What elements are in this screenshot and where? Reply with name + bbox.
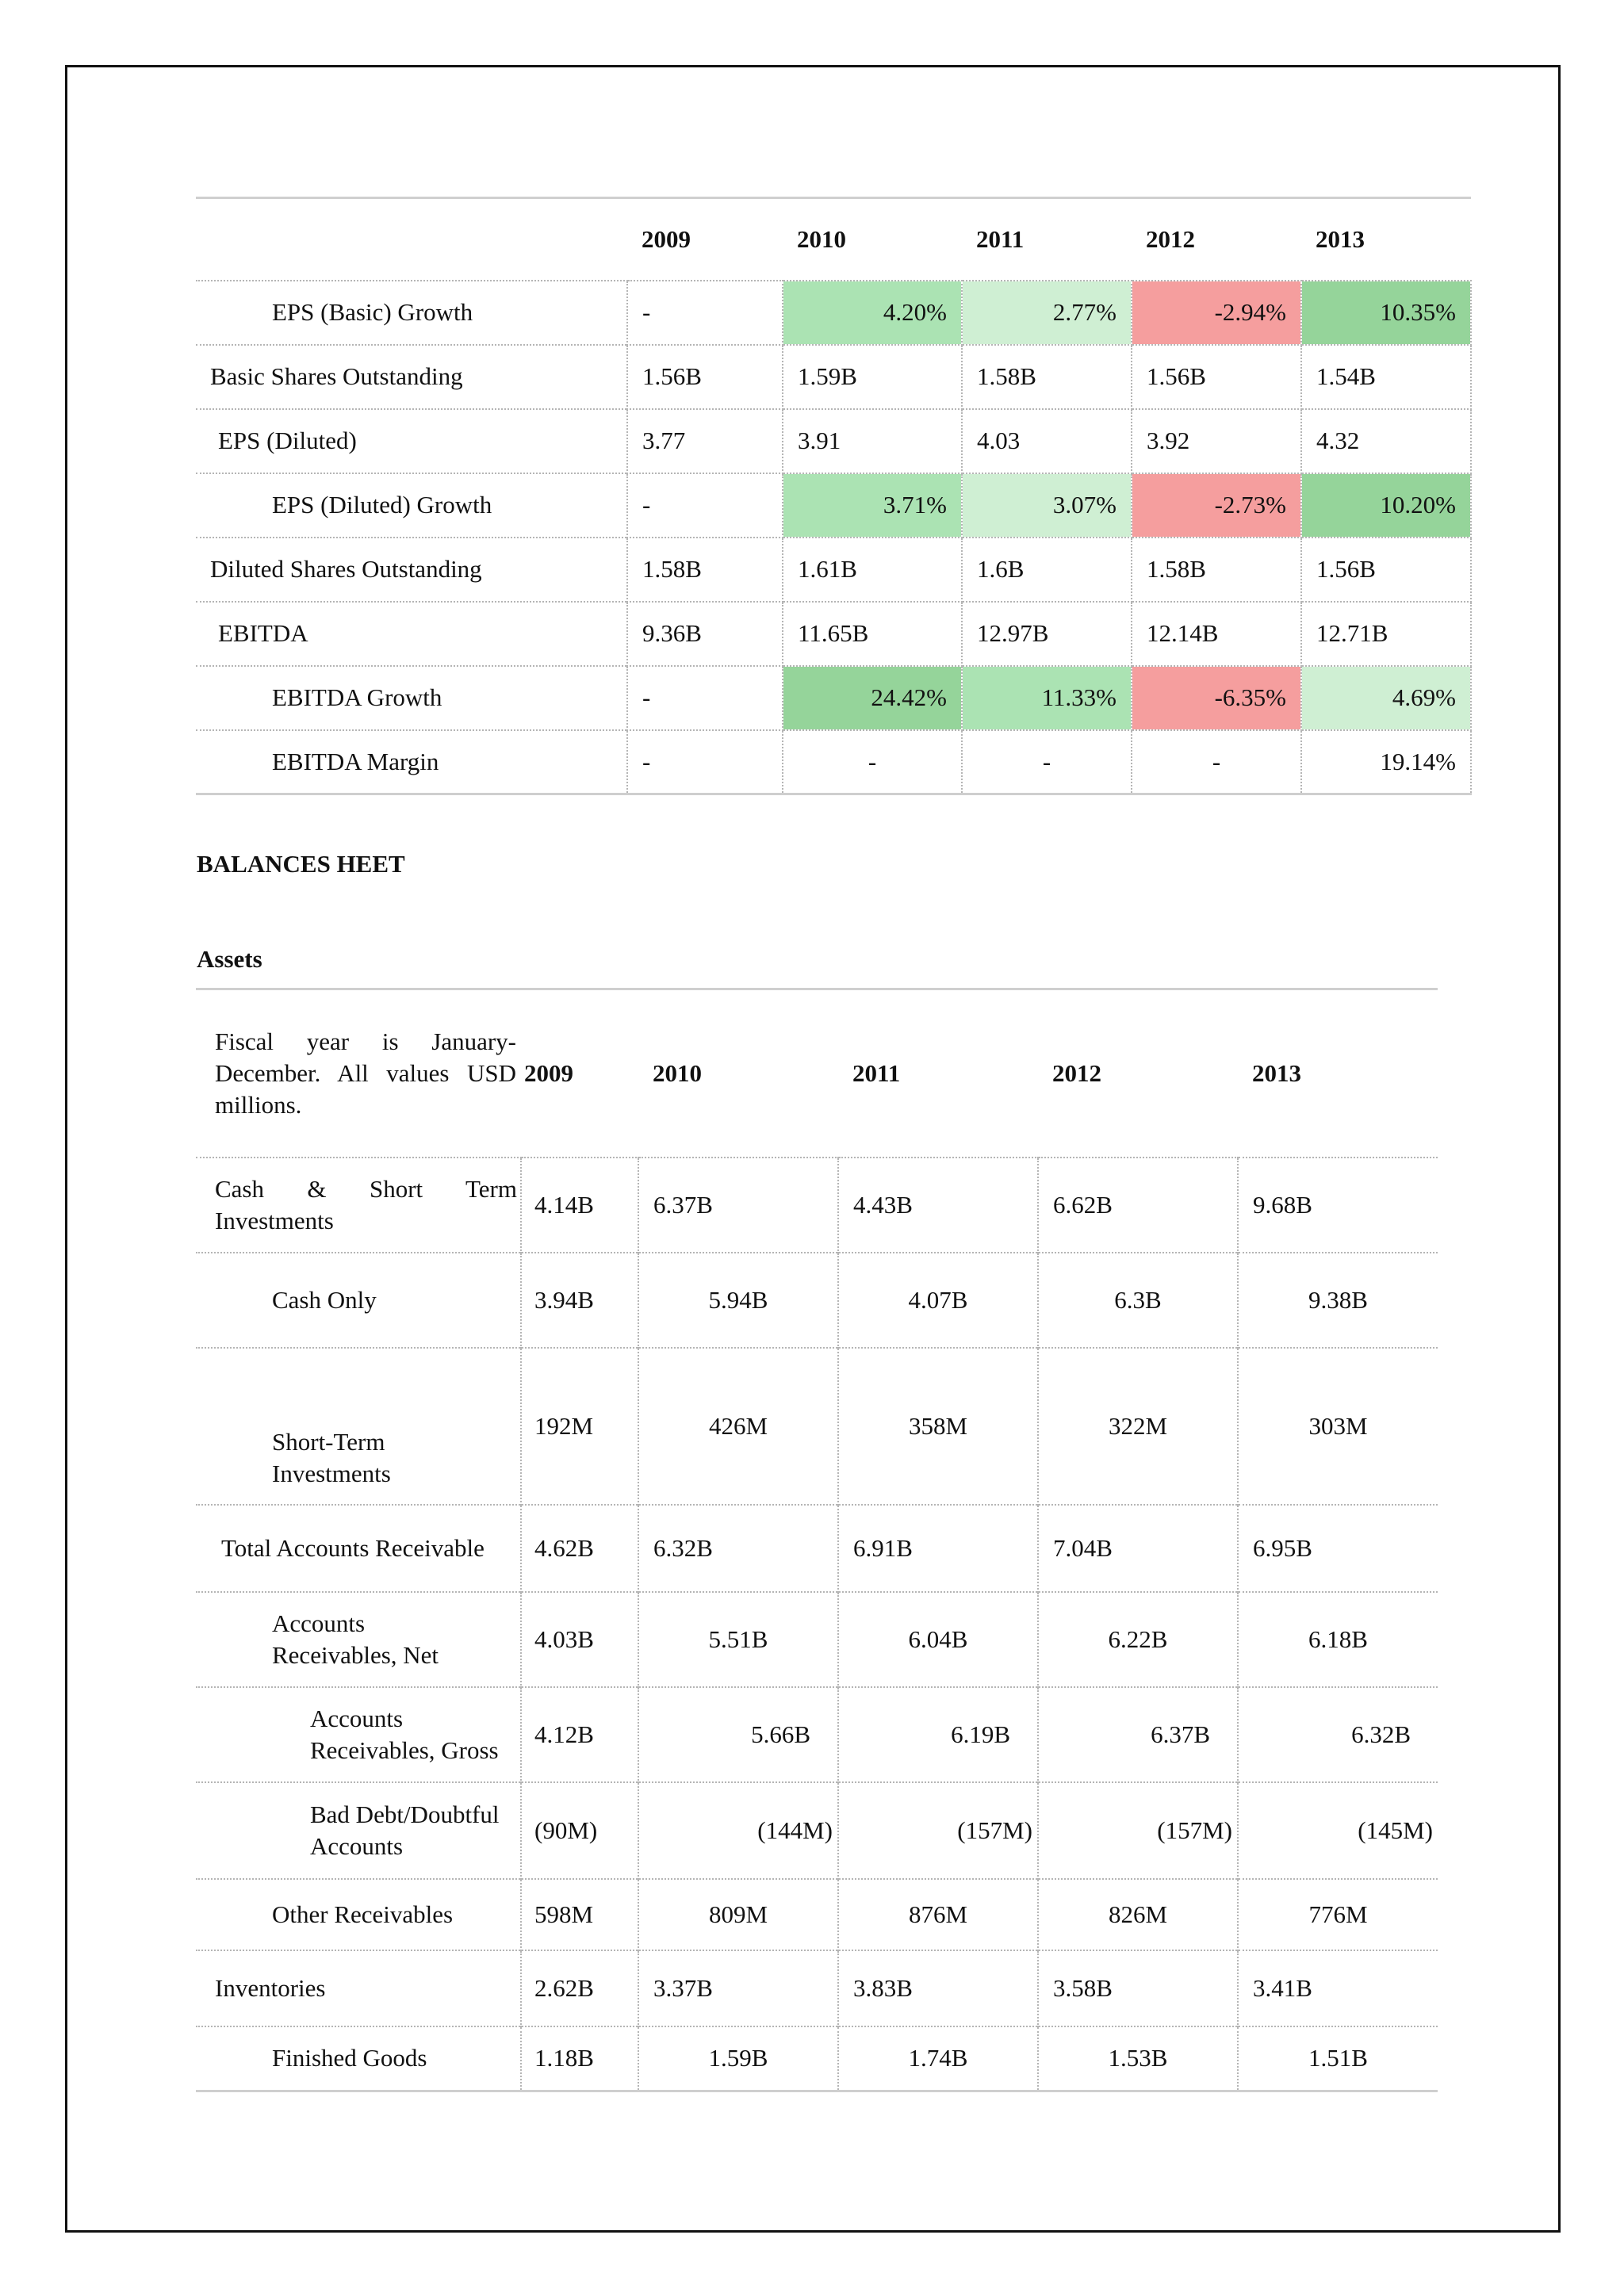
table-row: [196, 1687, 1438, 1782]
cell: 6.37B: [1038, 1687, 1238, 1782]
cell: 4.03B: [521, 1592, 638, 1687]
cell: -: [783, 730, 962, 794]
cell: -6.35%: [1132, 666, 1301, 730]
cell: -: [627, 473, 783, 538]
cell: 6.95B: [1238, 1505, 1438, 1592]
cell: -: [1132, 730, 1301, 794]
cell: 358M: [838, 1348, 1038, 1505]
income-metrics-table: [196, 197, 1472, 795]
cell: 19.14%: [1301, 730, 1471, 794]
year-header: 2013: [1252, 1058, 1301, 1087]
table-row: [196, 1253, 1438, 1348]
row-label: EPS (Basic) Growth: [196, 281, 627, 345]
section-title-balance-sheet: BALANCES HEET: [197, 850, 405, 878]
cell: 4.62B: [521, 1505, 638, 1592]
table-row: [196, 281, 1471, 345]
cell: 6.04B: [838, 1592, 1038, 1687]
year-header: 2010: [797, 224, 846, 253]
cell: 1.56B: [1132, 345, 1301, 409]
cell: (90M): [521, 1782, 638, 1879]
row-label: Basic Shares Outstanding: [196, 345, 627, 409]
cell: 6.22B: [1038, 1592, 1238, 1687]
table-row: [196, 730, 1471, 794]
cell: (145M): [1238, 1782, 1438, 1879]
year-header: 2009: [642, 224, 691, 253]
row-label: EBITDA Growth: [196, 666, 627, 730]
cell: 1.61B: [783, 538, 962, 602]
table-row: [196, 538, 1471, 602]
cell: 1.18B: [521, 2026, 638, 2091]
cell: 11.33%: [962, 666, 1132, 730]
cell: -: [627, 666, 783, 730]
table-row: [196, 1158, 1438, 1253]
cell: 6.91B: [838, 1505, 1038, 1592]
table-row: [196, 1505, 1438, 1592]
cell: 598M: [521, 1879, 638, 1950]
cell: 9.38B: [1238, 1253, 1438, 1348]
cell: 876M: [838, 1879, 1038, 1950]
year-header: 2011: [976, 224, 1025, 253]
row-label: Finished Goods: [196, 2026, 521, 2091]
table-row: [196, 1950, 1438, 2026]
table-row: [196, 1592, 1438, 1687]
cell: 1.58B: [1132, 538, 1301, 602]
row-label: EPS (Diluted) Growth: [196, 473, 627, 538]
table-row: [196, 602, 1471, 666]
cell: 1.59B: [638, 2026, 838, 2091]
header-blank: [196, 198, 627, 281]
cell: 6.18B: [1238, 1592, 1438, 1687]
cell: (157M): [838, 1782, 1038, 1879]
table-row: [196, 2026, 1438, 2091]
fiscal-note: Fiscal year is January-December. All values USD millions.: [215, 1027, 516, 1119]
cell: 2.62B: [521, 1950, 638, 2026]
cell: -: [627, 730, 783, 794]
row-label: Other Receivables: [196, 1879, 521, 1950]
cell: 1.56B: [1301, 538, 1471, 602]
cell: 3.41B: [1238, 1950, 1438, 2026]
cell: 1.53B: [1038, 2026, 1238, 2091]
year-header: 2010: [653, 1058, 702, 1087]
cell: 2.77%: [962, 281, 1132, 345]
header-row: [196, 989, 1438, 1158]
header-row: [196, 198, 1471, 281]
cell: 4.03: [962, 409, 1132, 473]
assets-table: [196, 988, 1438, 2092]
cell: 4.20%: [783, 281, 962, 345]
cell: 6.37B: [638, 1158, 838, 1253]
cell: 12.97B: [962, 602, 1132, 666]
cell: 322M: [1038, 1348, 1238, 1505]
cell: -2.73%: [1132, 473, 1301, 538]
cell: 1.58B: [627, 538, 783, 602]
cell: 6.19B: [838, 1687, 1038, 1782]
cell: 5.51B: [638, 1592, 838, 1687]
cell: 9.36B: [627, 602, 783, 666]
year-header: 2012: [1052, 1058, 1101, 1087]
cell: 4.32: [1301, 409, 1471, 473]
cell: 3.37B: [638, 1950, 838, 2026]
cell: 5.94B: [638, 1253, 838, 1348]
table-row: [196, 1782, 1438, 1879]
year-header: 2012: [1146, 224, 1195, 253]
row-label: Accounts Receivables, Gross: [196, 1687, 521, 1782]
cell: 6.3B: [1038, 1253, 1238, 1348]
row-label: Inventories: [196, 1950, 521, 2026]
cell: 4.14B: [521, 1158, 638, 1253]
cell: 3.91: [783, 409, 962, 473]
cell: 3.77: [627, 409, 783, 473]
cell: 7.04B: [1038, 1505, 1238, 1592]
row-label: [196, 1158, 521, 1253]
table-row: [196, 409, 1471, 473]
cell: 1.59B: [783, 345, 962, 409]
row-label: Accounts Receivables, Net: [196, 1592, 521, 1687]
cell: 1.54B: [1301, 345, 1471, 409]
cell: 6.62B: [1038, 1158, 1238, 1253]
row-label: EBITDA: [196, 602, 627, 666]
cell: -: [627, 281, 783, 345]
cell: 1.6B: [962, 538, 1132, 602]
row-label: Cash Only: [196, 1253, 521, 1348]
cell: 1.58B: [962, 345, 1132, 409]
cell: 4.07B: [838, 1253, 1038, 1348]
cell: (144M): [638, 1782, 838, 1879]
row-label: Total Accounts Receivable: [196, 1505, 521, 1592]
cell: 3.58B: [1038, 1950, 1238, 2026]
cell: 4.69%: [1301, 666, 1471, 730]
table-row: [196, 345, 1471, 409]
cell: 3.71%: [783, 473, 962, 538]
table-row: [196, 473, 1471, 538]
row-label: Bad Debt/Doubtful Accounts: [196, 1782, 521, 1879]
cell: 3.07%: [962, 473, 1132, 538]
cell: 1.74B: [838, 2026, 1038, 2091]
table-row: [196, 666, 1471, 730]
row-label: EBITDA Margin: [196, 730, 627, 794]
cell: 776M: [1238, 1879, 1438, 1950]
cell: 5.66B: [638, 1687, 838, 1782]
section-title-assets: Assets: [197, 945, 262, 973]
cell: 303M: [1238, 1348, 1438, 1505]
row-label: Short-Term Investments: [196, 1348, 521, 1505]
year-header: 2011: [852, 1058, 901, 1087]
year-header: 2013: [1316, 224, 1365, 253]
cell: 12.71B: [1301, 602, 1471, 666]
cell: 3.92: [1132, 409, 1301, 473]
row-label: EPS (Diluted): [196, 409, 627, 473]
cell: 4.43B: [838, 1158, 1038, 1253]
year-header: 2009: [524, 1058, 573, 1087]
cell: 192M: [521, 1348, 638, 1505]
cell: 11.65B: [783, 602, 962, 666]
cell: 826M: [1038, 1879, 1238, 1950]
cell: 426M: [638, 1348, 838, 1505]
cell: 3.83B: [838, 1950, 1038, 2026]
cell: 24.42%: [783, 666, 962, 730]
cell: 1.56B: [627, 345, 783, 409]
cell: (157M): [1038, 1782, 1238, 1879]
cell: 809M: [638, 1879, 838, 1950]
cell: 12.14B: [1132, 602, 1301, 666]
cell: 6.32B: [638, 1505, 838, 1592]
cell: -2.94%: [1132, 281, 1301, 345]
row-label: Diluted Shares Outstanding: [196, 538, 627, 602]
cell: 10.20%: [1301, 473, 1471, 538]
cell: 4.12B: [521, 1687, 638, 1782]
cell: 1.51B: [1238, 2026, 1438, 2091]
table-row: [196, 1348, 1438, 1505]
cell: -: [962, 730, 1132, 794]
cell: 9.68B: [1238, 1158, 1438, 1253]
cell: 6.32B: [1238, 1687, 1438, 1782]
cell: 10.35%: [1301, 281, 1471, 345]
table-row: [196, 1879, 1438, 1950]
row-label-text: Cash & Short Term Investments: [215, 1174, 517, 1234]
cell: 3.94B: [521, 1253, 638, 1348]
